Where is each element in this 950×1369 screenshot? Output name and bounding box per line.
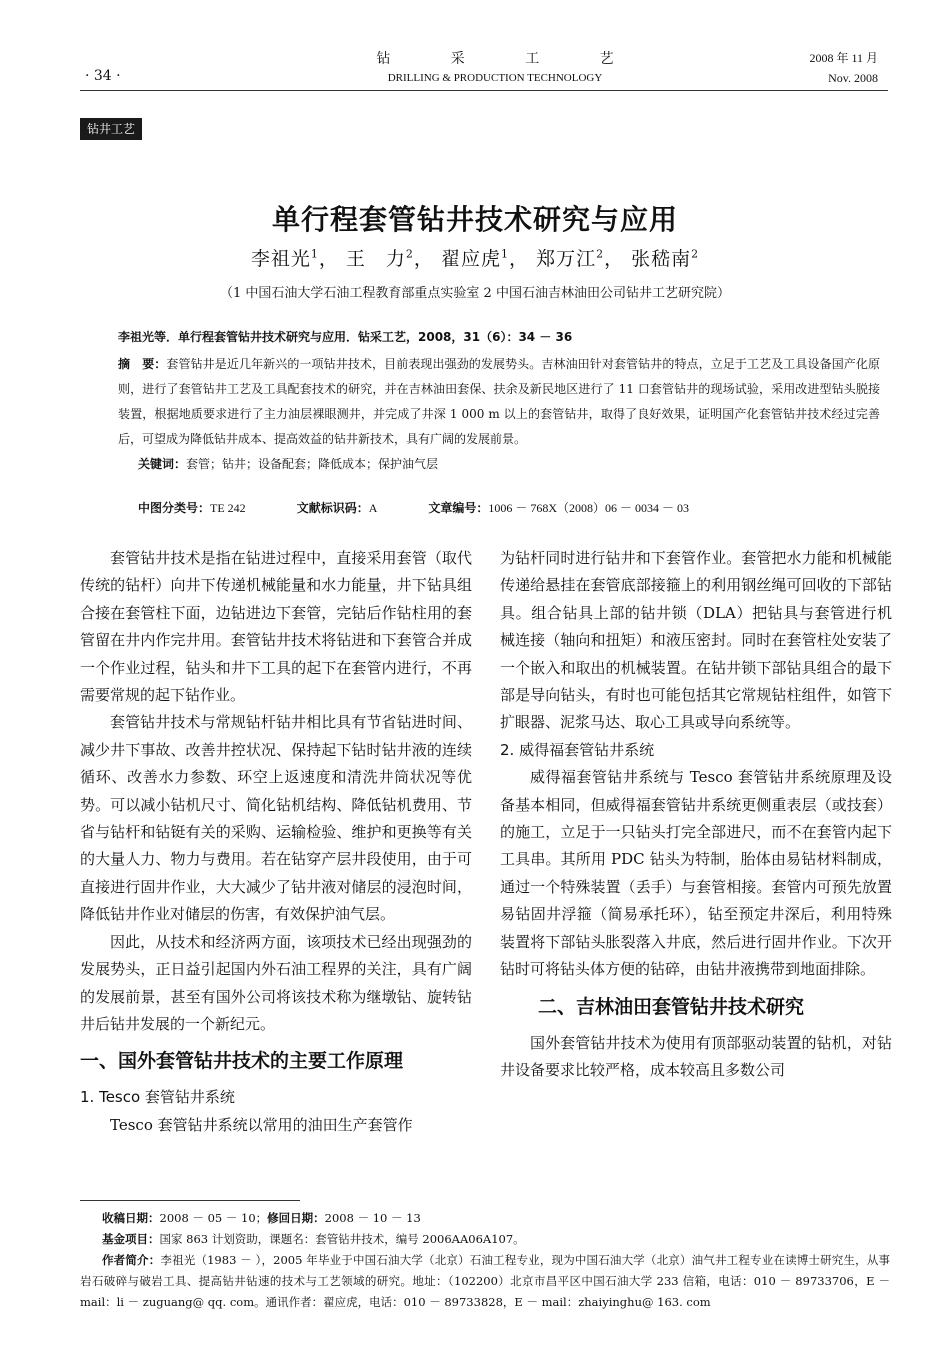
- author-affil-mark: 1: [501, 247, 509, 261]
- header-divider: [80, 90, 888, 91]
- author-affil-mark: 2: [691, 247, 700, 261]
- body-column-left: [80, 545, 472, 1139]
- journal-name-en: DRILLING & PRODUCTION TECHNOLOGY: [387, 72, 603, 84]
- article-id-label: 文章编号：: [428, 501, 489, 515]
- author-name: 王 力: [345, 248, 406, 270]
- affiliation: （1 中国石油大学石油工程教育部重点实验室 2 中国石油吉林油田公司钻井工艺研究院）: [220, 286, 730, 301]
- section-heading: 二、吉林油田套管钻井技术研究: [538, 995, 805, 1018]
- author-bio-text: 李祖光（1983 － ），2005 年毕业于中国石油大学（北京）石油工程专业，现为中国石油大学（北京）油气井工程专业在读博士研究生，从事岩石破碎与破岩工具、提高钻井钻速的技术与工艺领域的研究。地址：（102200）北京市昌平区中国石油大学 233 信箱，电话：010 － 89733706，E － mail：li － zuguang@ qq. com。通讯作者：翟应虎，电话：010 － 89733828，E － mail：zhaiyinghu@ 163. com: [80, 1253, 891, 1309]
- author-separator: ，: [604, 248, 625, 270]
- citation-text: 李祖光等．单行程套管钻井技术研究与应用．钻采工艺，2008，31（6）：34 － 36: [118, 330, 573, 344]
- issue-date-en: Nov. 2008: [828, 71, 878, 85]
- abstract: [118, 352, 880, 477]
- journal-name-cn: 钻 采 工 艺: [376, 51, 642, 67]
- issue-date-cn: 2008 年 11 月: [809, 51, 878, 65]
- article-title: 单行程套管钻井技术研究与应用: [271, 203, 678, 236]
- keywords-label: 关键词：: [138, 457, 187, 471]
- paragraph: 因此，从技术和经济两方面，该项技术已经出现强劲的发展势头，正日益引起国内外石油工程界的关注，具有广阔的发展前景，甚至有国外公司将该技术称为继墩钻、旋转钻井后钻井发展的一个新纪元。: [80, 932, 472, 1033]
- classification-row: [138, 499, 737, 516]
- subsection-heading: 1. Tesco 套管钻井系统: [80, 1088, 235, 1107]
- fund-label: 基金项目：: [102, 1232, 160, 1246]
- class-label: 中图分类号：: [138, 501, 211, 515]
- footnote-divider: [80, 1200, 300, 1201]
- received-label: 收稿日期：: [102, 1211, 160, 1225]
- fund-text: 国家 863 计划资助，课题名：套管钻井技术，编号 2006AA06A107。: [159, 1232, 525, 1246]
- paragraph: 套管钻井技术是指在钻进过程中，直接采用套管（取代传统的钻杆）向井下传递机械能量和水力能量，井下钻具组合接在套管柱下面，边钻进边下套管，完钻后作钻柱用的套管留在井内作完井用。套管钻井技术将钻进和下套管合并成一个作业过程，钻头和井下工具的起下在套管内进行，不再需要常规的起下钻作业。: [80, 549, 472, 705]
- footnote-author: [80, 1250, 890, 1313]
- keywords-text: 套管；钻井；设备配套；降低成本；保护油气层: [186, 457, 439, 471]
- journal-header: [330, 48, 660, 84]
- author-name: 李祖光: [250, 248, 311, 270]
- author-bio-label: 作者简介：: [102, 1253, 161, 1267]
- article-id-value: 1006 － 768X（2008）06 － 0034 － 03: [488, 501, 690, 515]
- author-affil-mark: 1: [310, 247, 319, 261]
- author-separator: ，: [413, 248, 434, 270]
- author-list: [0, 244, 950, 271]
- paragraph: Tesco 套管钻井系统以常用的油田生产套管作: [110, 1115, 413, 1134]
- author-affil-mark: 2: [405, 247, 414, 261]
- body-column-right: [500, 545, 892, 1084]
- paragraph: 国外套管钻井技术为使用有顶部驱动装置的钻机，对钻井设备要求比较严格，成本较高且多数公司: [500, 1033, 892, 1079]
- paragraph: 威得福套管钻井系统与 Tesco 套管钻井系统原理及设备基本相同，但威得福套管钻井系统更侧重表层（或技套）的施工，立足于一只钻头打完全部进尺，而不在套管内起下工具串。其所用 PDC 钻头为特制，胎体由易钻材料制成，通过一个特殊装置（丢手）与套管相接。套管内可预先放置易钻固井浮箍（简易承托环），钻至预定井深后，利用特殊装置将下部钻头胀裂落入井底，然后进行固井作业。下次开钻时可将钻头体方便的钻碎，由钻井液携带到地面排除。: [500, 768, 892, 979]
- subsection-heading: 2. 威得福套管钻井系统: [500, 740, 655, 759]
- doc-code-value: A: [368, 501, 378, 515]
- author-name: 郑万江: [536, 248, 597, 270]
- author-name: 翟应虎: [440, 248, 501, 270]
- received-date: 2008 － 05 － 10；: [159, 1211, 268, 1225]
- section-badge: 钻井工艺: [80, 118, 142, 140]
- abstract-label: 摘 要：: [118, 357, 167, 371]
- citation: [118, 325, 880, 349]
- footnotes: [80, 1208, 890, 1313]
- footnote-dates: [102, 1208, 890, 1229]
- revised-label: 修回日期：: [267, 1211, 325, 1225]
- issue-date: [809, 48, 878, 88]
- doc-code-label: 文献标识码：: [296, 501, 369, 515]
- footnote-fund: [102, 1229, 890, 1250]
- abstract-text: 套管钻井是近几年新兴的一项钻井技术，目前表现出强劲的发展势头。吉林油田针对套管钻井的特点，立足于工艺及工具设备国产化原则，进行了套管钻井工艺及工具配套技术的研究，并在吉林油田套保、扶余及新民地区进行了 11 口套管钻井的现场试验，采用改进型钻头脱接装置，根据地质要求进行了主力油层裸眼测井，并完成了井深 1 000 m 以上的套管钻井，取得了良好效果，证明国产化套管钻井技术经过完善后，可望成为降低钻井成本、提高效益的钻井新技术，具有广阔的发展前景。: [118, 357, 880, 446]
- paragraph: 为钻杆同时进行钻井和下套管作业。套管把水力能和机械能传递给悬挂在套管底部接箍上的利用钢丝绳可回收的下部钻具。组合钻具上部的钻井锁（DLA）把钻具与套管进行机械连接（轴向和扭矩）和液压密封。同时在套管柱处安装了一个嵌入和取出的机械装置。在钻井锁下部钻具组合的最下部是导向钻头，有时也可能包括其它常规钻柱组件，如管下扩眼器、泥浆马达、取心工具或导向系统等。: [500, 549, 892, 732]
- section-heading: 一、国外套管钻井技术的主要工作原理: [80, 1050, 404, 1073]
- page-number: · 34 ·: [85, 68, 121, 84]
- class-value: TE 242: [210, 501, 246, 515]
- author-name: 张嵇南: [631, 248, 692, 270]
- revised-date: 2008 － 10 － 13: [324, 1211, 421, 1225]
- author-separator: ，: [318, 248, 339, 270]
- author-affil-mark: 2: [596, 247, 605, 261]
- paragraph: 套管钻井技术与常规钻杆钻井相比具有节省钻进时间、减少井下事故、改善井控状况、保持起下钻时钻井液的连续循环、改善水力参数、环空上返速度和清洗井筒状况等优势。可以减小钻机尺寸、简化钻机结构、降低钻机费用、节省与钻杆和钻铤有关的采购、运输检验、维护和更换等有关的大量人力、物力与费用。若在钻穿产层井段使用，由于可直接进行固井作业，大大减少了钻井液对储层的浸泡时间，降低钻井作业对储层的伤害，有效保护油气层。: [80, 713, 472, 924]
- author-separator: ，: [509, 248, 530, 270]
